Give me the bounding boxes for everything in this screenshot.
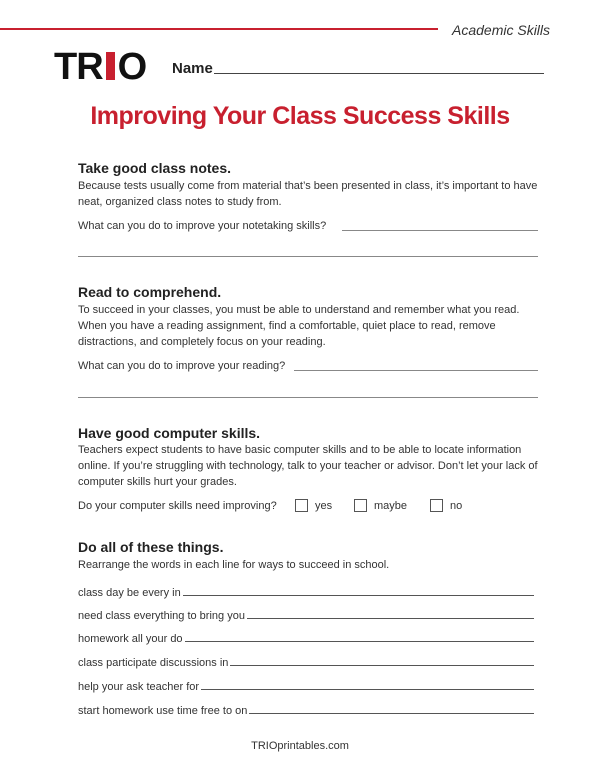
section-body-all: Rearrange the words in each line for ways to succeed in school. [78, 559, 390, 571]
question-reading: What can you do to improve your reading? [78, 360, 286, 372]
answer-line[interactable] [249, 713, 534, 714]
scramble-text: start homework use time free to on [78, 705, 248, 717]
section-heading-computer: Have good computer skills. [78, 425, 261, 441]
answer-line[interactable] [247, 618, 534, 619]
scramble-row-3[interactable] [78, 629, 534, 645]
answer-line-reading-1[interactable] [294, 370, 538, 371]
page-title: Improving Your Class Success Skills [90, 102, 510, 130]
footer-url: TRIOprintables.com [251, 740, 349, 752]
scramble-row-4[interactable] [78, 653, 534, 669]
scramble-row-6[interactable] [78, 701, 534, 717]
scramble-text: class participate discussions in [78, 657, 229, 669]
section-body-reading: To succeed in your classes, you must be able to understand and remember what you read. When you have a reading assignment, find a comfortable, quiet place to read, remove distractions, and completely focus on your reading. [78, 304, 520, 348]
option-maybe-label: maybe [374, 500, 408, 512]
trio-logo: TR O [54, 46, 147, 88]
checkbox-maybe[interactable] [354, 499, 367, 512]
scramble-row-2[interactable] [78, 606, 534, 622]
answer-line[interactable] [183, 595, 534, 596]
name-label: Name [172, 60, 213, 77]
scramble-text: need class everything to bring you [78, 610, 245, 622]
section-body-computer: Teachers expect students to have basic computer skills and to be able to locate information online. If you’re struggling with technology, talk to your teacher or advisor. Don’t let your lack of computer skills hurt your grades. [78, 444, 538, 488]
category-label: Academic Skills [452, 22, 551, 38]
answer-line-notes-1[interactable] [342, 230, 538, 231]
scramble-text: homework all your do [78, 633, 183, 645]
section-heading-all: Do all of these things. [78, 539, 224, 555]
header-rule [0, 28, 438, 30]
scramble-row-1[interactable] [78, 583, 534, 599]
option-no-label: no [450, 500, 463, 512]
question-notes: What can you do to improve your notetaking skills? [78, 220, 327, 232]
section-heading-notes: Take good class notes. [78, 160, 232, 176]
checkbox-no[interactable] [430, 499, 443, 512]
answer-line[interactable] [185, 641, 534, 642]
scramble-text: help your ask teacher for [78, 681, 200, 693]
scramble-row-5[interactable] [78, 677, 534, 693]
checkbox-yes[interactable] [295, 499, 308, 512]
scramble-text: class day be every in [78, 587, 181, 599]
logo-i-bar [106, 52, 115, 80]
question-computer: Do your computer skills need improving? [78, 500, 277, 512]
option-yes-label: yes [315, 500, 333, 512]
section-body-notes: Because tests usually come from material that’s been presented in class, it’s important to have neat, organized class notes to study from. [78, 180, 538, 208]
answer-line-notes-2[interactable] [78, 256, 538, 257]
section-heading-reading: Read to comprehend. [78, 284, 222, 300]
name-field[interactable] [214, 73, 544, 74]
answer-line[interactable] [230, 665, 534, 666]
answer-line-reading-2[interactable] [78, 397, 538, 398]
answer-line[interactable] [201, 689, 534, 690]
